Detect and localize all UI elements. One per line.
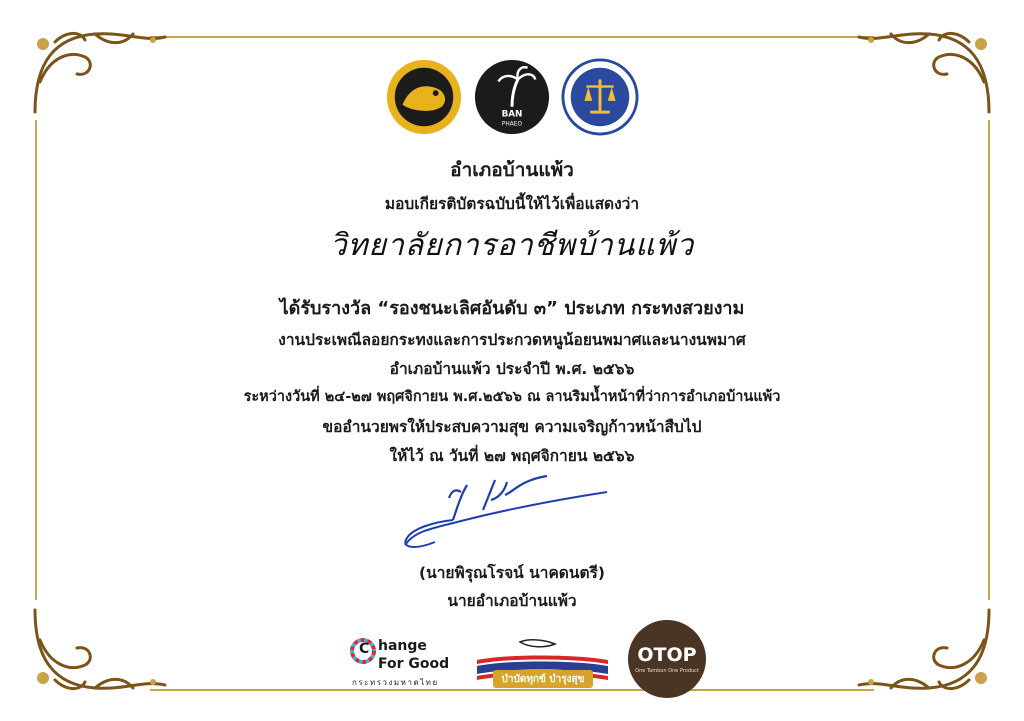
blessing-line: ขออำนวยพรให้ประสบความสุข ความเจริญก้าวหน้าสืบไป <box>322 418 702 436</box>
palm-tree-logo-icon <box>473 58 551 136</box>
given-date-line: ให้ไว้ ณ วันที่ ๒๗ พฤศจิกายน ๒๕๖๖ <box>389 447 635 465</box>
change-for-good-logo <box>350 634 460 694</box>
otop-title: OTOP <box>637 644 697 666</box>
bamboo-ribbon-logo <box>475 636 610 694</box>
corner-ornament-bottom-left <box>25 600 175 700</box>
frame-left-line <box>35 120 37 600</box>
otop-subtitle: One Tambon One Product <box>635 668 699 674</box>
event-line-1: งานประเพณีลอยกระทงและการประกวดหนูน้อยนพมาศและนางนพมาศ <box>278 331 746 349</box>
corner-ornament-top-left <box>25 22 175 122</box>
otop-logo <box>628 620 706 698</box>
scales-of-justice-seal-icon <box>561 58 639 136</box>
intro-line: มอบเกียรติบัตรฉบับนี้ให้ไว้เพื่อแสดงว่า <box>384 195 640 213</box>
award-line: ได้รับรางวัล “รองชนะเลิศอันดับ ๓” ประเภท กระทงสวยงาม <box>279 298 745 319</box>
banphaeo-logo-text-line2: PHAEO <box>501 121 523 128</box>
footer-logo-row <box>350 620 710 700</box>
signature <box>395 470 615 560</box>
certificate-text <box>150 155 874 185</box>
ribbon-text: บำบัดทุกข์ บำรุงสุข <box>501 674 585 685</box>
corner-ornament-top-right <box>849 22 999 122</box>
issuer-title: อำเภอบ้านแพ้ว <box>450 159 574 181</box>
corner-ornament-bottom-right <box>849 600 999 700</box>
frame-top-line <box>150 36 874 38</box>
top-logo-row <box>385 58 645 142</box>
signatory-name: (นายพิรุณโรจน์ นาคดนตรี) <box>419 564 605 582</box>
signatory-position: นายอำเภอบ้านแพ้ว <box>447 592 577 610</box>
change-for-good-line1: hange <box>378 638 427 654</box>
frame-right-line <box>988 120 990 600</box>
recipient-name: วิทยาลัยการอาชีพบ้านแพ้ว <box>329 228 695 263</box>
change-for-good-ministry: กระทรวงมหาดไทย <box>352 678 439 687</box>
change-for-good-line2: For Good <box>378 656 450 672</box>
event-line-3: ระหว่างวันที่ ๒๔-๒๗ พฤศจิกายน พ.ศ.๒๕๖๖ ณ ลานริมน้ำหน้าที่ว่าการอำเภอบ้านแพ้ว <box>243 389 781 405</box>
event-line-2: อำเภอบ้านแพ้ว ประจำปี พ.ศ. ๒๕๖๖ <box>389 360 635 378</box>
district-seal-icon <box>385 58 463 136</box>
change-for-good-c: C <box>359 641 370 657</box>
banphaeo-logo-text-line1: BAN <box>501 109 523 120</box>
